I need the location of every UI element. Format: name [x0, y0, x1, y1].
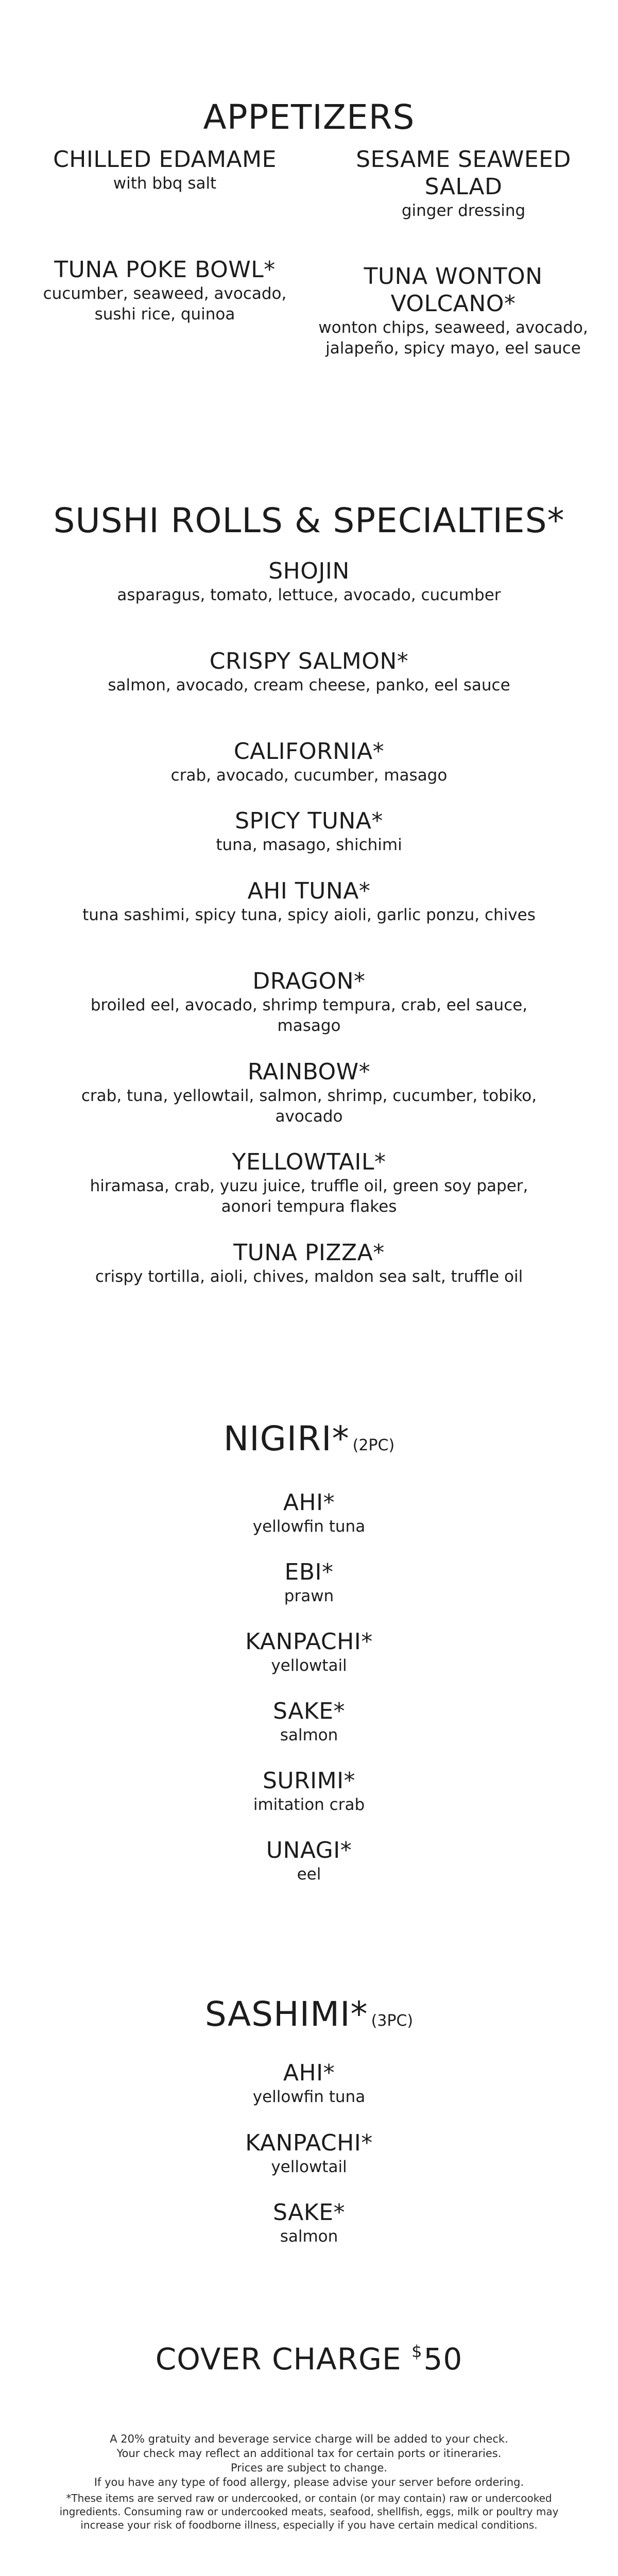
- item-name: SAKE*: [273, 2199, 345, 2226]
- item-description: salmon, avocado, cream cheese, panko, eel sauce: [108, 676, 510, 694]
- item-name: EBI*: [284, 1559, 334, 1585]
- nigiri-title: [0, 1419, 618, 1459]
- menu-item: [21, 256, 309, 325]
- menu-item: [77, 1489, 541, 1537]
- item-name: YELLOWTAIL*: [232, 1149, 386, 1175]
- menu-item: [77, 738, 541, 786]
- item-name: SAKE*: [273, 1698, 345, 1724]
- item-description: yellowtail: [271, 1656, 347, 1675]
- appetizers-title: APPETIZERS: [203, 97, 415, 137]
- item-name: UNAGI*: [266, 1837, 352, 1863]
- sashimi-title: [0, 1994, 618, 2034]
- menu-item: [77, 557, 541, 605]
- menu-item: [77, 877, 541, 925]
- menu-item: [21, 146, 309, 194]
- item-name: AHI*: [283, 1489, 335, 1516]
- menu-item: [77, 968, 541, 1036]
- menu-item: [77, 1148, 541, 1217]
- item-name: KANPACHI*: [245, 2130, 373, 2156]
- nigiri-piece-count: (2PC): [352, 1436, 395, 1454]
- item-description: with bbq salt: [113, 174, 217, 193]
- item-description: broiled eel, avocado, shrimp tempura, crab, eel sauce, masago: [90, 996, 528, 1035]
- footer-line: Your check may reflect an additional tax for certain ports or itineraries.: [116, 2447, 502, 2460]
- item-description: eel: [297, 1865, 321, 1884]
- footer-notes: [52, 2432, 566, 2532]
- item-description: tuna sashimi, spicy tuna, spicy aioli, garlic ponzu, chives: [82, 906, 536, 924]
- menu-item: [77, 807, 541, 855]
- item-name: SURIMI*: [262, 1768, 356, 1794]
- item-name: CRISPY SALMON*: [209, 648, 409, 674]
- item-description: hiramasa, crab, yuzu juice, truffle oil, green soy paper, aonori tempura flakes: [90, 1177, 528, 1216]
- menu-item: [77, 1239, 541, 1287]
- footer-line: Prices are subject to change.: [231, 2462, 387, 2474]
- menu-item: [77, 648, 541, 696]
- cover-charge: [0, 2342, 618, 2377]
- menu-item: [77, 2199, 541, 2247]
- item-name: DRAGON*: [252, 968, 366, 994]
- menu-item: [77, 1558, 541, 1606]
- item-description: crab, avocado, cucumber, masago: [170, 766, 448, 785]
- cover-charge-amount: 50: [423, 2342, 463, 2377]
- cover-charge-label: COVER CHARGE: [155, 2342, 402, 2377]
- menu-item: [77, 1767, 541, 1815]
- item-description: yellowfin tuna: [252, 2088, 366, 2106]
- item-description: cucumber, seaweed, avocado, sushi rice, quinoa: [43, 284, 287, 324]
- item-name: AHI*: [283, 2060, 335, 2086]
- menu-item: [77, 1837, 541, 1885]
- item-name: TUNA PIZZA*: [233, 1240, 385, 1266]
- item-description: imitation crab: [253, 1795, 365, 1814]
- menu-item: [77, 2059, 541, 2107]
- item-name: RAINBOW*: [247, 1059, 371, 1085]
- item-name: CHILLED EDAMAME: [53, 146, 277, 173]
- item-description: yellowfin tuna: [252, 1517, 366, 1536]
- footer-line: If you have any type of food allergy, please advise your server before ordering.: [94, 2476, 524, 2488]
- item-name: TUNA POKE BOWL*: [54, 257, 276, 283]
- nigiri-title-text: NIGIRI*: [223, 1419, 350, 1459]
- menu-item: [77, 1628, 541, 1676]
- item-name: SPICY TUNA*: [235, 808, 383, 834]
- item-name: KANPACHI*: [245, 1629, 373, 1655]
- item-name: AHI TUNA*: [247, 878, 371, 904]
- item-description: ginger dressing: [401, 201, 526, 220]
- menu-item: [314, 263, 592, 359]
- menu-item: [77, 2129, 541, 2177]
- sashimi-piece-count: (3PC): [371, 2012, 414, 2030]
- item-name: CALIFORNIA*: [233, 738, 385, 765]
- item-name: TUNA WONTON VOLCANO*: [364, 263, 543, 317]
- sashimi-title-text: SASHIMI*: [204, 1994, 368, 2034]
- menu-item: [77, 1058, 541, 1127]
- item-name: SESAME SEAWEED SALAD: [356, 146, 571, 200]
- item-name: SHOJIN: [268, 558, 350, 584]
- item-description: tuna, masago, shichimi: [216, 836, 402, 854]
- item-description: crab, tuna, yellowtail, salmon, shrimp, cucumber, tobiko, avocado: [81, 1087, 537, 1126]
- item-description: prawn: [284, 1587, 334, 1605]
- item-description: crispy tortilla, aioli, chives, maldon sea salt, truffle oil: [95, 1267, 523, 1286]
- item-description: asparagus, tomato, lettuce, avocado, cucumber: [117, 586, 501, 604]
- footer-line: A 20% gratuity and beverage service charge will be added to your check.: [110, 2433, 508, 2445]
- currency-symbol: $: [411, 2342, 423, 2361]
- item-description: wonton chips, seaweed, avocado, jalapeño, spicy mayo, eel sauce: [318, 318, 588, 358]
- sushi-rolls-title: SUSHI ROLLS & SPECIALTIES*: [53, 501, 565, 540]
- menu-item: [77, 1698, 541, 1745]
- item-description: salmon: [280, 2227, 338, 2246]
- item-description: salmon: [280, 1726, 338, 1744]
- raw-food-disclaimer: *These items are served raw or undercooked, or contain (or may contain) raw or undercooked ingredients. Consuming raw or undercooked meats, seafood, shellfish, eggs, milk or poultry may increase your risk of foodborne illness, especially if you have certain medical conditions.: [59, 2492, 559, 2531]
- item-description: yellowtail: [271, 2158, 347, 2176]
- menu-item: [335, 146, 592, 221]
